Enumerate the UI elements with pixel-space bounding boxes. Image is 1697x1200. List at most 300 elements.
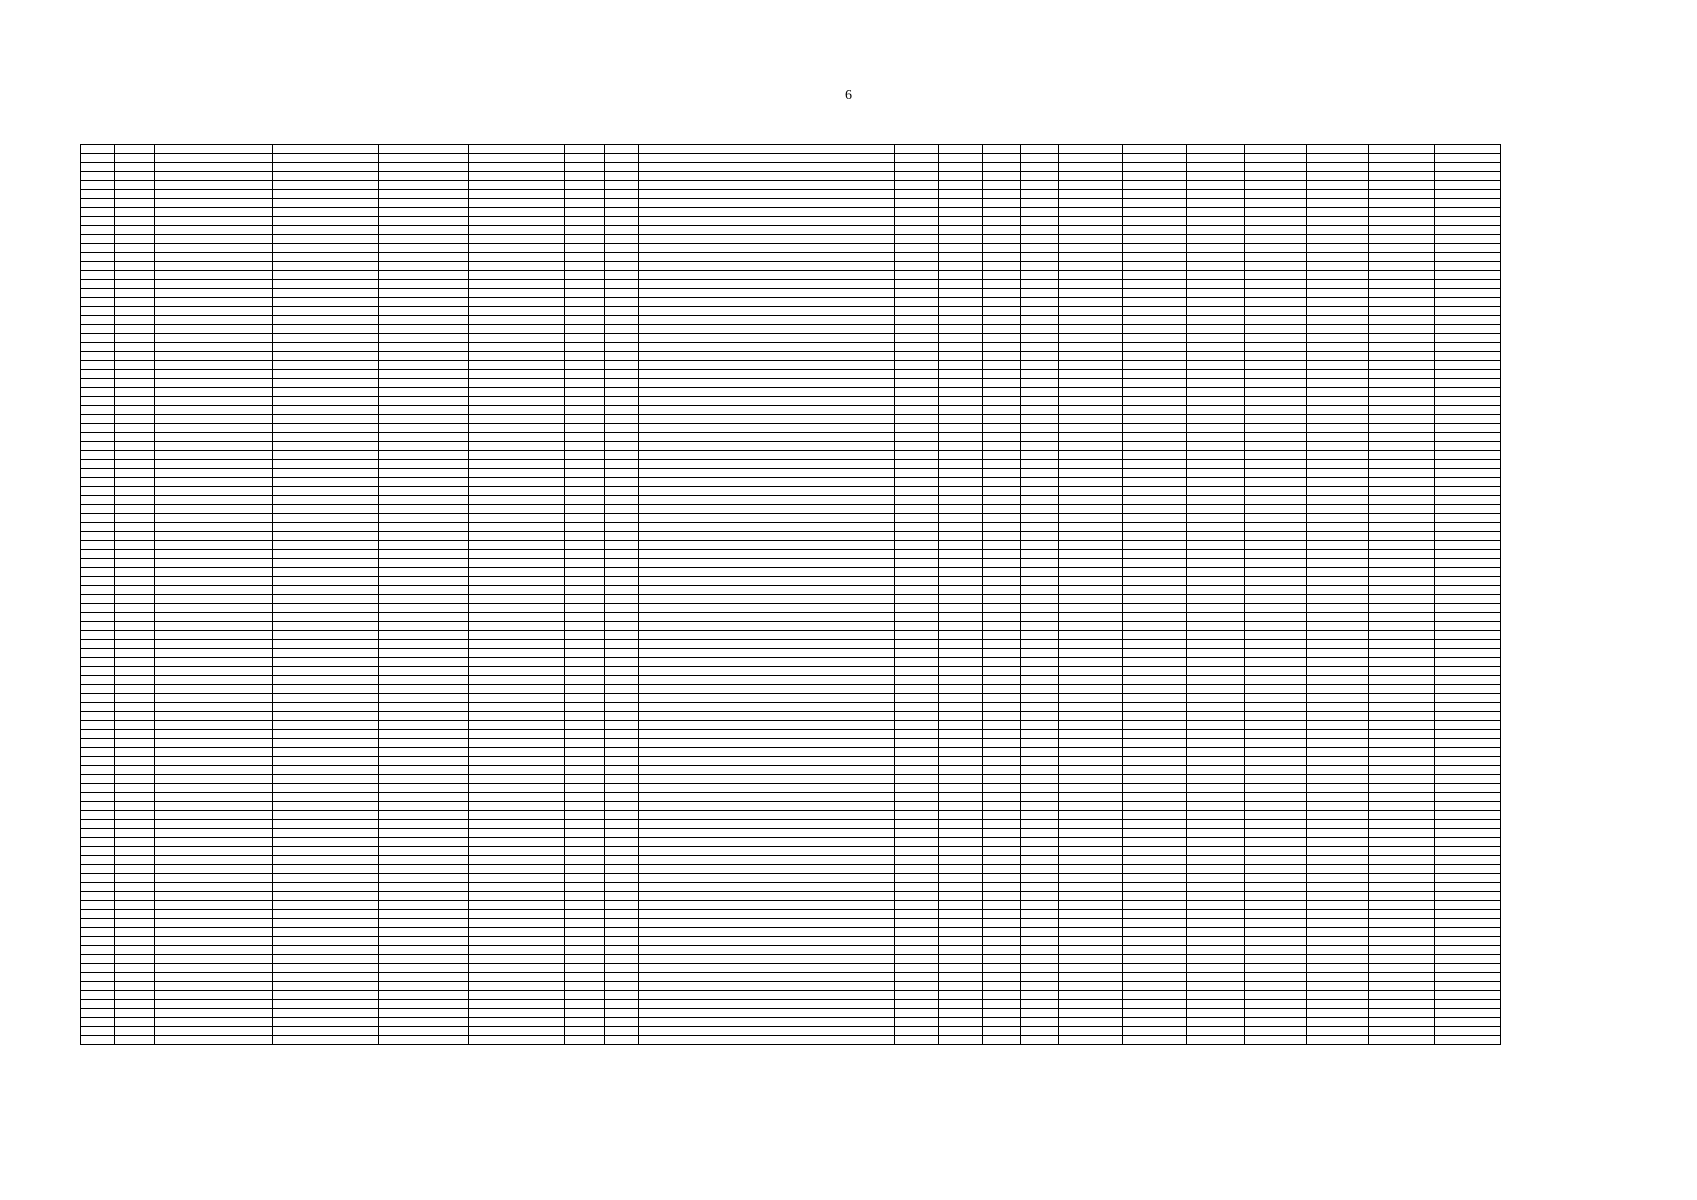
table-cell bbox=[1187, 361, 1245, 370]
table-cell bbox=[605, 676, 639, 685]
table-cell bbox=[469, 442, 565, 451]
table-cell bbox=[155, 1036, 273, 1045]
table-cell bbox=[1187, 1036, 1245, 1045]
table-cell bbox=[81, 910, 115, 919]
table-cell bbox=[379, 721, 469, 730]
table-cell bbox=[1123, 667, 1187, 676]
table-cell bbox=[81, 181, 115, 190]
table-cell bbox=[155, 820, 273, 829]
table-cell bbox=[983, 1027, 1021, 1036]
table-cell bbox=[605, 271, 639, 280]
table-cell bbox=[939, 352, 983, 361]
table-cell bbox=[1245, 253, 1307, 262]
table-cell bbox=[565, 334, 605, 343]
table-cell bbox=[565, 874, 605, 883]
table-cell bbox=[1021, 361, 1059, 370]
table-cell bbox=[639, 982, 895, 991]
table-cell bbox=[605, 955, 639, 964]
table-cell bbox=[565, 694, 605, 703]
table-cell bbox=[605, 739, 639, 748]
table-cell bbox=[1123, 199, 1187, 208]
table-cell bbox=[1307, 658, 1369, 667]
table-cell bbox=[1021, 919, 1059, 928]
table-cell bbox=[1307, 847, 1369, 856]
table-row bbox=[81, 163, 1501, 172]
table-cell bbox=[565, 226, 605, 235]
table-cell bbox=[1021, 433, 1059, 442]
table-cell bbox=[565, 397, 605, 406]
table-cell bbox=[1021, 775, 1059, 784]
table-cell bbox=[379, 946, 469, 955]
table-cell bbox=[273, 217, 379, 226]
table-cell bbox=[469, 721, 565, 730]
table-cell bbox=[469, 181, 565, 190]
table-cell bbox=[379, 568, 469, 577]
table-cell bbox=[155, 577, 273, 586]
table-cell bbox=[1435, 712, 1501, 721]
table-cell bbox=[469, 640, 565, 649]
table-cell bbox=[639, 298, 895, 307]
table-cell bbox=[939, 388, 983, 397]
table-cell bbox=[81, 946, 115, 955]
table-cell bbox=[469, 325, 565, 334]
table-cell bbox=[895, 163, 939, 172]
table-cell bbox=[469, 352, 565, 361]
table-cell bbox=[1369, 460, 1435, 469]
table-cell bbox=[1187, 496, 1245, 505]
table-cell bbox=[1307, 460, 1369, 469]
table-cell bbox=[639, 190, 895, 199]
table-row bbox=[81, 856, 1501, 865]
table-cell bbox=[983, 325, 1021, 334]
table-cell bbox=[81, 280, 115, 289]
table-cell bbox=[1021, 802, 1059, 811]
table-row bbox=[81, 523, 1501, 532]
table-cell bbox=[939, 1000, 983, 1009]
table-cell bbox=[81, 883, 115, 892]
table-cell bbox=[115, 244, 155, 253]
table-cell bbox=[605, 694, 639, 703]
table-cell bbox=[565, 496, 605, 505]
table-cell bbox=[469, 874, 565, 883]
table-cell bbox=[895, 748, 939, 757]
table-cell bbox=[1307, 766, 1369, 775]
table-cell bbox=[1123, 388, 1187, 397]
table-cell bbox=[983, 352, 1021, 361]
table-cell bbox=[155, 397, 273, 406]
table-cell bbox=[379, 640, 469, 649]
table-cell bbox=[115, 613, 155, 622]
table-cell bbox=[1245, 163, 1307, 172]
table-cell bbox=[983, 766, 1021, 775]
table-cell bbox=[1435, 325, 1501, 334]
table-cell bbox=[605, 379, 639, 388]
table-cell bbox=[565, 298, 605, 307]
table-cell bbox=[565, 325, 605, 334]
table-cell bbox=[639, 892, 895, 901]
table-cell bbox=[115, 478, 155, 487]
table-cell bbox=[81, 496, 115, 505]
table-cell bbox=[115, 289, 155, 298]
table-row bbox=[81, 199, 1501, 208]
table-row bbox=[81, 865, 1501, 874]
table-cell bbox=[155, 478, 273, 487]
table-cell bbox=[1021, 730, 1059, 739]
table-cell bbox=[939, 280, 983, 289]
table-cell bbox=[81, 460, 115, 469]
table-cell bbox=[1187, 901, 1245, 910]
table-cell bbox=[1245, 838, 1307, 847]
table-cell bbox=[1245, 973, 1307, 982]
table-cell bbox=[895, 397, 939, 406]
table-cell bbox=[895, 649, 939, 658]
table-cell bbox=[939, 838, 983, 847]
table-cell bbox=[895, 514, 939, 523]
table-row bbox=[81, 388, 1501, 397]
table-cell bbox=[1187, 838, 1245, 847]
table-cell bbox=[115, 901, 155, 910]
table-cell bbox=[983, 901, 1021, 910]
table-cell bbox=[1245, 829, 1307, 838]
table-cell bbox=[1059, 307, 1123, 316]
table-cell bbox=[1307, 487, 1369, 496]
table-cell bbox=[1059, 703, 1123, 712]
table-cell bbox=[115, 946, 155, 955]
table-cell bbox=[895, 451, 939, 460]
table-cell bbox=[115, 451, 155, 460]
table-cell bbox=[469, 451, 565, 460]
table-cell bbox=[1021, 757, 1059, 766]
table-cell bbox=[983, 388, 1021, 397]
table-cell bbox=[1021, 946, 1059, 955]
table-cell bbox=[1187, 820, 1245, 829]
table-cell bbox=[983, 928, 1021, 937]
table-cell bbox=[1021, 406, 1059, 415]
table-cell bbox=[983, 307, 1021, 316]
table-cell bbox=[939, 604, 983, 613]
table-cell bbox=[155, 496, 273, 505]
table-cell bbox=[939, 595, 983, 604]
table-cell bbox=[273, 172, 379, 181]
table-cell bbox=[379, 712, 469, 721]
table-cell bbox=[605, 487, 639, 496]
table-cell bbox=[939, 874, 983, 883]
table-cell bbox=[1059, 640, 1123, 649]
table-cell bbox=[1435, 469, 1501, 478]
table-cell bbox=[155, 559, 273, 568]
table-cell bbox=[155, 343, 273, 352]
table-cell bbox=[639, 604, 895, 613]
table-cell bbox=[1021, 244, 1059, 253]
table-row bbox=[81, 910, 1501, 919]
table-cell bbox=[895, 541, 939, 550]
table-cell bbox=[939, 217, 983, 226]
table-cell bbox=[273, 307, 379, 316]
table-cell bbox=[81, 838, 115, 847]
table-cell bbox=[1187, 946, 1245, 955]
table-cell bbox=[639, 829, 895, 838]
table-cell bbox=[565, 901, 605, 910]
table-cell bbox=[1059, 226, 1123, 235]
table-cell bbox=[155, 937, 273, 946]
table-cell bbox=[1123, 676, 1187, 685]
table-cell bbox=[605, 352, 639, 361]
table-cell bbox=[81, 955, 115, 964]
table-cell bbox=[1021, 901, 1059, 910]
table-cell bbox=[1435, 1018, 1501, 1027]
table-cell bbox=[1059, 406, 1123, 415]
table-cell bbox=[379, 433, 469, 442]
table-cell bbox=[939, 631, 983, 640]
table-cell bbox=[1059, 1009, 1123, 1018]
table-cell bbox=[155, 568, 273, 577]
table-cell bbox=[1123, 181, 1187, 190]
table-cell bbox=[983, 577, 1021, 586]
table-cell bbox=[639, 559, 895, 568]
table-cell bbox=[1059, 685, 1123, 694]
table-cell bbox=[983, 829, 1021, 838]
table-cell bbox=[1435, 217, 1501, 226]
table-cell bbox=[1435, 631, 1501, 640]
table-cell bbox=[639, 793, 895, 802]
table-cell bbox=[1059, 820, 1123, 829]
table-cell bbox=[939, 442, 983, 451]
table-cell bbox=[273, 550, 379, 559]
register-table-body bbox=[81, 145, 1501, 1045]
table-cell bbox=[155, 370, 273, 379]
table-cell bbox=[155, 487, 273, 496]
table-cell bbox=[1123, 1027, 1187, 1036]
table-cell bbox=[1059, 433, 1123, 442]
table-cell bbox=[1059, 1027, 1123, 1036]
table-cell bbox=[983, 226, 1021, 235]
table-cell bbox=[379, 955, 469, 964]
table-cell bbox=[469, 775, 565, 784]
table-row bbox=[81, 568, 1501, 577]
table-cell bbox=[1307, 370, 1369, 379]
table-cell bbox=[565, 406, 605, 415]
table-cell bbox=[1245, 856, 1307, 865]
table-cell bbox=[273, 829, 379, 838]
table-cell bbox=[1059, 757, 1123, 766]
table-cell bbox=[1021, 982, 1059, 991]
table-cell bbox=[379, 298, 469, 307]
table-cell bbox=[565, 721, 605, 730]
table-cell bbox=[115, 559, 155, 568]
table-cell bbox=[81, 379, 115, 388]
table-cell bbox=[895, 316, 939, 325]
table-cell bbox=[983, 937, 1021, 946]
table-cell bbox=[1059, 964, 1123, 973]
table-cell bbox=[1059, 271, 1123, 280]
table-cell bbox=[565, 388, 605, 397]
table-cell bbox=[565, 658, 605, 667]
table-row bbox=[81, 1000, 1501, 1009]
table-cell bbox=[1123, 190, 1187, 199]
table-cell bbox=[1245, 766, 1307, 775]
table-cell bbox=[1369, 433, 1435, 442]
table-cell bbox=[1123, 208, 1187, 217]
table-cell bbox=[605, 1009, 639, 1018]
table-cell bbox=[379, 613, 469, 622]
table-row bbox=[81, 262, 1501, 271]
table-cell bbox=[1307, 964, 1369, 973]
table-cell bbox=[115, 586, 155, 595]
table-cell bbox=[1187, 325, 1245, 334]
table-cell bbox=[939, 307, 983, 316]
table-cell bbox=[469, 289, 565, 298]
table-cell bbox=[1307, 649, 1369, 658]
table-cell bbox=[1369, 325, 1435, 334]
table-row bbox=[81, 631, 1501, 640]
table-cell bbox=[565, 280, 605, 289]
table-cell bbox=[81, 424, 115, 433]
table-cell bbox=[155, 811, 273, 820]
table-cell bbox=[81, 352, 115, 361]
table-cell bbox=[469, 460, 565, 469]
table-cell bbox=[1369, 487, 1435, 496]
table-cell bbox=[155, 388, 273, 397]
table-cell bbox=[115, 703, 155, 712]
table-cell bbox=[983, 379, 1021, 388]
table-row bbox=[81, 595, 1501, 604]
table-cell bbox=[895, 919, 939, 928]
table-cell bbox=[1187, 379, 1245, 388]
table-cell bbox=[605, 307, 639, 316]
table-cell bbox=[469, 244, 565, 253]
table-row bbox=[81, 451, 1501, 460]
table-row bbox=[81, 307, 1501, 316]
table-cell bbox=[81, 163, 115, 172]
table-cell bbox=[379, 316, 469, 325]
table-cell bbox=[939, 154, 983, 163]
table-cell bbox=[1245, 226, 1307, 235]
table-cell bbox=[939, 766, 983, 775]
table-cell bbox=[115, 235, 155, 244]
table-cell bbox=[469, 622, 565, 631]
table-cell bbox=[605, 325, 639, 334]
table-cell bbox=[1369, 415, 1435, 424]
table-cell bbox=[939, 379, 983, 388]
table-cell bbox=[379, 280, 469, 289]
table-cell bbox=[273, 640, 379, 649]
table-cell bbox=[983, 145, 1021, 154]
table-cell bbox=[605, 514, 639, 523]
table-cell bbox=[1435, 199, 1501, 208]
table-cell bbox=[115, 955, 155, 964]
table-cell bbox=[81, 748, 115, 757]
table-cell bbox=[273, 469, 379, 478]
table-cell bbox=[1245, 901, 1307, 910]
table-cell bbox=[155, 721, 273, 730]
table-cell bbox=[1369, 928, 1435, 937]
table-cell bbox=[469, 478, 565, 487]
table-cell bbox=[939, 541, 983, 550]
table-cell bbox=[939, 676, 983, 685]
table-cell bbox=[1123, 316, 1187, 325]
table-cell bbox=[1059, 892, 1123, 901]
table-cell bbox=[273, 784, 379, 793]
table-cell bbox=[115, 730, 155, 739]
table-cell bbox=[115, 640, 155, 649]
table-cell bbox=[939, 262, 983, 271]
table-cell bbox=[1059, 298, 1123, 307]
table-cell bbox=[939, 244, 983, 253]
table-cell bbox=[469, 649, 565, 658]
table-cell bbox=[1187, 613, 1245, 622]
table-cell bbox=[1307, 640, 1369, 649]
table-cell bbox=[1021, 172, 1059, 181]
table-cell bbox=[1369, 568, 1435, 577]
table-cell bbox=[1369, 838, 1435, 847]
table-cell bbox=[81, 145, 115, 154]
table-cell bbox=[469, 469, 565, 478]
table-row bbox=[81, 478, 1501, 487]
table-cell bbox=[565, 352, 605, 361]
table-cell bbox=[81, 685, 115, 694]
table-cell bbox=[115, 262, 155, 271]
table-cell bbox=[469, 487, 565, 496]
table-cell bbox=[1021, 1018, 1059, 1027]
table-cell bbox=[895, 415, 939, 424]
table-cell bbox=[273, 766, 379, 775]
table-cell bbox=[1059, 523, 1123, 532]
table-cell bbox=[115, 676, 155, 685]
table-cell bbox=[469, 829, 565, 838]
table-cell bbox=[1123, 712, 1187, 721]
table-cell bbox=[1059, 739, 1123, 748]
table-cell bbox=[115, 325, 155, 334]
table-cell bbox=[1187, 451, 1245, 460]
table-cell bbox=[155, 847, 273, 856]
table-cell bbox=[1187, 181, 1245, 190]
table-cell bbox=[1245, 388, 1307, 397]
table-cell bbox=[155, 685, 273, 694]
table-cell bbox=[983, 163, 1021, 172]
table-cell bbox=[605, 550, 639, 559]
table-cell bbox=[81, 901, 115, 910]
table-cell bbox=[469, 280, 565, 289]
table-cell bbox=[1307, 316, 1369, 325]
table-cell bbox=[273, 298, 379, 307]
table-cell bbox=[1435, 262, 1501, 271]
table-cell bbox=[895, 838, 939, 847]
table-cell bbox=[605, 622, 639, 631]
table-row bbox=[81, 244, 1501, 253]
table-cell bbox=[155, 541, 273, 550]
table-cell bbox=[115, 208, 155, 217]
table-cell bbox=[1021, 640, 1059, 649]
table-cell bbox=[1123, 424, 1187, 433]
table-cell bbox=[983, 316, 1021, 325]
table-row bbox=[81, 1027, 1501, 1036]
table-row bbox=[81, 379, 1501, 388]
table-cell bbox=[639, 460, 895, 469]
table-cell bbox=[469, 343, 565, 352]
table-cell bbox=[939, 622, 983, 631]
table-cell bbox=[939, 883, 983, 892]
table-cell bbox=[565, 991, 605, 1000]
table-cell bbox=[379, 883, 469, 892]
table-cell bbox=[1307, 991, 1369, 1000]
table-cell bbox=[273, 487, 379, 496]
table-cell bbox=[155, 676, 273, 685]
table-cell bbox=[273, 811, 379, 820]
table-cell bbox=[1369, 766, 1435, 775]
table-cell bbox=[605, 1018, 639, 1027]
table-cell bbox=[1307, 1027, 1369, 1036]
table-row bbox=[81, 1018, 1501, 1027]
